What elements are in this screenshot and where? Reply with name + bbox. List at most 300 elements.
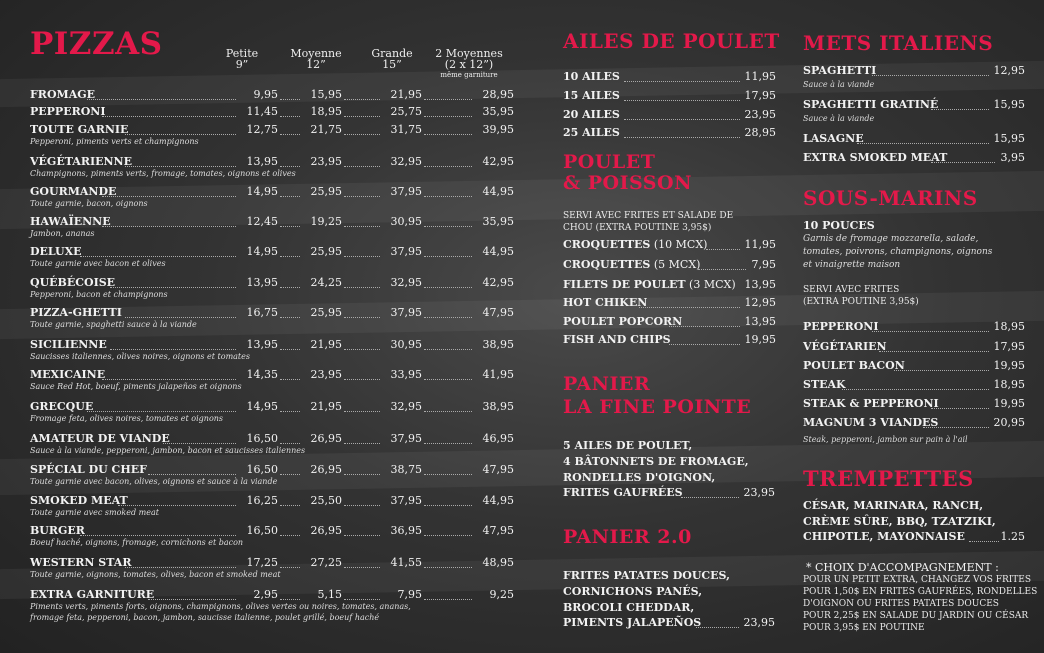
item-name: [563, 333, 671, 346]
pizza-price: 25,95: [310, 306, 342, 319]
item-price: 15,95: [993, 132, 1025, 145]
poulet-note-line2: CHOU (EXTRA POUTINE 3,95$): [563, 223, 712, 233]
dot-leader: [424, 474, 472, 475]
dot-leader: [125, 317, 236, 318]
dot-leader: [344, 166, 380, 167]
choix-line: POUR 2,25$ EN SALADE DU JARDIN OU CÉSAR: [803, 611, 1029, 621]
sm-row: [803, 378, 1025, 393]
item-price: 19,95: [993, 397, 1025, 410]
dot-leader: [125, 166, 236, 167]
pizza-desc: Toute garnie avec smoked meat: [30, 508, 159, 517]
pizza-name: SICILIENNE: [30, 338, 107, 351]
item-price: 19,95: [744, 333, 776, 346]
item-name: [563, 108, 620, 121]
dot-leader: [110, 287, 236, 288]
dot-leader: [639, 307, 740, 308]
poulet-title-line1: POULET: [563, 151, 656, 173]
choix-line: POUR UN PETIT EXTRA, CHANGEZ VOS FRITES: [803, 575, 1032, 585]
item-price: 17,95: [744, 89, 776, 102]
panier-title-line2: LA FINE POINTE: [563, 396, 752, 418]
pizza-name: TOUTE GARNIE: [30, 123, 129, 136]
dot-leader: [87, 99, 236, 100]
pizza-price: 14,95: [246, 245, 278, 258]
item-price: 23,95: [744, 108, 776, 121]
pizza-desc: Sauce Red Hot, boeuf, piments jalapeños et oignons: [30, 382, 242, 391]
panier2-title: PANIER 2.0: [563, 526, 692, 548]
pizza-price: 32,95: [390, 155, 422, 168]
dot-leader: [344, 379, 380, 380]
pizza-price: 16,50: [246, 524, 278, 537]
pizza-price: 12,45: [246, 215, 278, 228]
dot-leader: [424, 567, 472, 568]
sm-row: [803, 340, 1025, 355]
item-price: 7,95: [751, 258, 776, 271]
choix-title: * CHOIX D'ACCOMPAGNEMENT :: [806, 561, 999, 574]
item-name-text: CROQUETTES: [563, 238, 651, 251]
dot-leader: [931, 109, 989, 110]
dot-leader: [424, 379, 472, 380]
item-name-text: STEAK: [803, 378, 846, 391]
item-price: 20,95: [993, 416, 1025, 429]
pizza-price: 14,95: [246, 400, 278, 413]
pizza-desc: Saucisses italiennes, olives noires, oignons et tomates: [30, 352, 250, 361]
dot-leader: [344, 226, 380, 227]
pizza-price: 38,75: [390, 463, 422, 476]
dot-leader: [280, 379, 300, 380]
item-price: 3,95: [1000, 151, 1025, 164]
pizza-price: 12,75: [246, 123, 278, 136]
dot-leader: [280, 567, 300, 568]
size-header-moyenne: Moyenne 12”: [290, 47, 342, 71]
dot-leader: [424, 505, 472, 506]
pizza-desc: Fromage feta, olives noires, tomates et oignons: [30, 414, 224, 423]
pizza-price: 9,95: [253, 88, 278, 101]
panier-price: 23,95: [743, 486, 775, 499]
item-price: 28,95: [744, 126, 776, 139]
item-name-text: EXTRA SMOKED MEAT: [803, 151, 948, 164]
pizza-price: 41,55: [390, 556, 422, 569]
dot-leader: [923, 427, 989, 428]
dot-leader: [681, 497, 739, 498]
dot-leader: [125, 134, 236, 135]
item-name-text: MAGNUM 3 VIANDES: [803, 416, 939, 429]
pizza-desc: Boeuf haché, oignons, fromage, cornichons et bacon: [30, 538, 244, 547]
panier2-line: FRITES PATATES DOUCES,: [563, 569, 730, 582]
item-name-text: POULET BACON: [803, 359, 905, 372]
dot-leader: [696, 627, 739, 628]
item-price: 18,95: [993, 320, 1025, 333]
panier2-line: BROCOLI CHEDDAR,: [563, 601, 695, 614]
dot-leader: [280, 134, 300, 135]
dot-leader: [424, 134, 472, 135]
dot-leader: [857, 143, 989, 144]
item-price: 12,95: [744, 296, 776, 309]
pizza-price: 11,45: [246, 105, 278, 118]
pizza-price: 44,95: [482, 494, 514, 507]
dot-leader: [280, 317, 300, 318]
pizza-price: 25,95: [310, 245, 342, 258]
item-name: [563, 278, 736, 291]
pizza-price: 37,95: [390, 185, 422, 198]
mets-row: [803, 132, 1025, 147]
dot-leader: [110, 349, 236, 350]
pizza-name: HAWAÏENNE: [30, 215, 111, 228]
pizza-price: 42,95: [482, 155, 514, 168]
dot-leader: [344, 411, 380, 412]
size-header-petite: Petite 9”: [225, 47, 259, 71]
dot-leader: [344, 505, 380, 506]
dot-leader: [872, 75, 989, 76]
dot-leader: [80, 535, 236, 536]
pizza-price: 35,95: [482, 105, 514, 118]
sousmarins-note-line2: (EXTRA POUTINE 3,95$): [803, 297, 919, 307]
panier-line: 5 AILES DE POULET,: [563, 439, 693, 452]
mets-row: [803, 98, 1025, 113]
pizza-price: 38,95: [482, 400, 514, 413]
pizza-price: 23,95: [310, 368, 342, 381]
item-price: 13,95: [744, 315, 776, 328]
dot-leader: [344, 116, 380, 117]
sm-row: [803, 359, 1025, 374]
dot-leader: [424, 317, 472, 318]
dot-leader: [344, 196, 380, 197]
item-name: [803, 378, 846, 391]
dot-leader: [624, 119, 740, 120]
dot-leader: [148, 474, 236, 475]
dot-leader: [344, 443, 380, 444]
pizza-price: 37,95: [390, 432, 422, 445]
pizza-price: 30,95: [390, 338, 422, 351]
dot-leader: [424, 349, 472, 350]
pizza-name: VÉGÉTARIENNE: [30, 155, 132, 168]
pizza-price: 16,50: [246, 432, 278, 445]
pizza-price: 37,95: [390, 306, 422, 319]
dot-leader: [344, 134, 380, 135]
ailes-row: [563, 108, 776, 123]
pizza-desc: Champignons, piments verts, fromage, tomates, oignons et olives: [30, 169, 296, 178]
item-name: [803, 132, 864, 145]
pizza-price: 27,25: [310, 556, 342, 569]
dot-leader: [624, 100, 740, 101]
trempettes-line: CHIPOTLE, MAYONNAISE: [803, 530, 965, 543]
panier2-line: CORNICHONS PANÉS,: [563, 585, 703, 598]
dot-leader: [624, 137, 740, 138]
poulet-row: [563, 258, 776, 273]
dot-leader: [424, 411, 472, 412]
item-name: [563, 315, 682, 328]
pizza-price: 16,25: [246, 494, 278, 507]
pizza-row: [30, 105, 514, 121]
mets-desc: Sauce à la viande: [803, 114, 875, 123]
pizza-name: QUÉBÉCOISE: [30, 276, 116, 289]
item-name-text: POULET POPCORN: [563, 315, 683, 328]
pizza-name: DELUXE: [30, 245, 82, 258]
pizza-price: 16,75: [246, 306, 278, 319]
item-name: [803, 64, 876, 77]
pizza-desc: Toute garnie, bacon, oignons: [30, 199, 148, 208]
pizza-desc: Sauce à la viande, pepperoni, jambon, bacon et saucisses italiennes: [30, 446, 306, 455]
pizza-price: 30,95: [390, 215, 422, 228]
sm-row: [803, 397, 1025, 412]
dot-leader: [424, 99, 472, 100]
dot-leader: [280, 166, 300, 167]
item-name-text: STEAK & PEPPERONI: [803, 397, 939, 410]
pizza-name: SPÉCIAL DU CHEF: [30, 463, 147, 476]
mets-row: [803, 151, 1025, 166]
pizza-desc: Jambon, ananas: [30, 229, 95, 238]
pizza-price: 24,25: [310, 276, 342, 289]
item-name: [563, 296, 647, 309]
dot-leader: [706, 249, 740, 250]
item-price: 18,95: [993, 378, 1025, 391]
sousmarins-desc: Garnis de fromage mozzarella, salade,: [803, 234, 979, 244]
item-name: [803, 98, 938, 111]
poulet-title-line2: & POISSON: [563, 172, 692, 194]
dot-leader: [344, 349, 380, 350]
ailes-row: [563, 89, 776, 104]
pizza-price: 25,50: [310, 494, 342, 507]
dot-leader: [669, 344, 740, 345]
item-name-text: VÉGÉTARIEN: [803, 340, 887, 353]
dot-leader: [698, 269, 746, 270]
pizza-desc: Toute garnie avec bacon et olives: [30, 259, 166, 268]
pizza-price: 47,95: [482, 306, 514, 319]
pizza-price: 14,95: [246, 185, 278, 198]
choix-line: POUR 3,95$ EN POUTINE: [803, 623, 925, 633]
pizza-price: 13,95: [246, 338, 278, 351]
item-name: [563, 70, 620, 83]
item-name: [563, 126, 620, 139]
trempettes-price-row: [803, 530, 1025, 545]
mets-desc: Sauce à la viande: [803, 80, 875, 89]
pizza-name: FROMAGE: [30, 88, 96, 101]
item-name-text: 20 AILES: [563, 108, 620, 121]
dot-leader: [424, 196, 472, 197]
item-name-text: PEPPERONI: [803, 320, 879, 333]
item-name-text: HOT CHIKEN: [563, 296, 648, 309]
item-name: [803, 340, 887, 353]
ailes-title: AILES DE POULET: [563, 29, 780, 53]
sousmarins-note-line1: SERVI AVEC FRITES: [803, 285, 900, 295]
pizza-name: WESTERN STAR: [30, 556, 132, 569]
size-header-2-moyennes: 2 Moyennes (2 x 12”) même garniture: [435, 47, 503, 79]
dot-leader: [344, 317, 380, 318]
poulet-row: [563, 315, 776, 330]
pizza-name: SMOKED MEAT: [30, 494, 128, 507]
dot-leader: [280, 411, 300, 412]
dot-leader: [125, 567, 236, 568]
pizza-desc: Toute garnie, spaghetti sauce à la viande: [30, 320, 197, 329]
item-price: 11,95: [744, 238, 776, 251]
pizza-desc: Toute garnie, oignons, tomates, olives, bacon et smoked meat: [30, 570, 281, 579]
pizza-name: PEPPERONI: [30, 105, 106, 118]
item-price: 17,95: [993, 340, 1025, 353]
dot-leader: [424, 599, 472, 600]
dot-leader: [280, 196, 300, 197]
pizza-price: 21,95: [310, 400, 342, 413]
pizza-price: 17,25: [246, 556, 278, 569]
pizza-price: 21,75: [310, 123, 342, 136]
dot-leader: [280, 474, 300, 475]
pizza-price: 9,25: [489, 588, 514, 601]
pizzas-title: PIZZAS: [30, 26, 163, 62]
dot-leader: [280, 99, 300, 100]
item-name-text: FISH AND CHIPS: [563, 333, 671, 346]
pizza-desc: Piments verts, piments forts, oignons, champignons, olives vertes ou noires, tomates, ananas,: [30, 602, 411, 611]
mets-row: [803, 64, 1025, 79]
dot-leader: [80, 256, 236, 257]
poulet-row: [563, 333, 776, 348]
pizza-price: 41,95: [482, 368, 514, 381]
pizza-name: PIZZA-GHETTI: [30, 306, 122, 319]
dot-leader: [148, 599, 236, 600]
pizza-price: 25,75: [390, 105, 422, 118]
panier-line: 4 BÂTONNETS DE FROMAGE,: [563, 455, 749, 468]
pizza-name: MEXICAINE: [30, 368, 106, 381]
pizza-price: 25,95: [310, 185, 342, 198]
pizza-price: 35,95: [482, 215, 514, 228]
pizza-price: 37,95: [390, 245, 422, 258]
dot-leader: [344, 567, 380, 568]
pizza-name: AMATEUR DE VIANDE: [30, 432, 170, 445]
pizza-name: GOURMANDE: [30, 185, 117, 198]
pizza-desc: Toute garnie avec bacon, olives, oignons et sauce à la viande: [30, 477, 278, 486]
item-name-text: CROQUETTES: [563, 258, 651, 271]
item-extra: (3 MCX): [685, 278, 736, 291]
pizza-price: 23,95: [310, 155, 342, 168]
poulet-row: [563, 296, 776, 311]
item-name-text: SPAGHETTI: [803, 64, 877, 77]
pizza-desc: fromage feta, pepperoni, bacon, jambon, saucisse italienne, poulet grillé, boeuf haché: [30, 613, 380, 622]
pizza-price: 19,25: [310, 215, 342, 228]
dot-leader: [280, 287, 300, 288]
size-header-grande: Grande 15”: [371, 47, 413, 71]
panier2-price-row: [563, 616, 775, 631]
choix-line: D'OIGNON OU FRITES PATATES DOUCES: [803, 599, 999, 609]
pizza-price: 21,95: [390, 88, 422, 101]
item-name: [803, 320, 879, 333]
pizza-price: 37,95: [390, 494, 422, 507]
dot-leader: [669, 326, 740, 327]
item-name: [803, 397, 939, 410]
panier-title-line1: PANIER: [563, 373, 651, 395]
item-name: [803, 151, 947, 164]
pizza-name: BURGER: [30, 524, 85, 537]
item-name-text: 15 AILES: [563, 89, 620, 102]
item-name: [803, 359, 905, 372]
dot-leader: [344, 287, 380, 288]
sm-row: [803, 416, 1025, 431]
pizza-price: 44,95: [482, 185, 514, 198]
panier-line: RONDELLES D'OIGNON,: [563, 471, 716, 484]
pizza-price: 31,75: [390, 123, 422, 136]
sousmarins-subtitle: 10 POUCES: [803, 219, 875, 232]
panier2-line: PIMENTS JALAPEÑOS: [563, 616, 702, 629]
dot-leader: [280, 443, 300, 444]
dot-leader: [280, 116, 300, 117]
dot-leader: [969, 541, 999, 542]
dot-leader: [424, 166, 472, 167]
dot-leader: [280, 349, 300, 350]
dot-leader: [931, 408, 989, 409]
pizza-price: 38,95: [482, 338, 514, 351]
choix-line: POUR 1,50$ EN FRITES GAUFRÉES, RONDELLES: [803, 587, 1038, 597]
dot-leader: [344, 535, 380, 536]
poulet-row: [563, 238, 776, 253]
pizza-price: 5,15: [317, 588, 342, 601]
pizza-price: 16,50: [246, 463, 278, 476]
item-price: 11,95: [744, 70, 776, 83]
dot-leader: [280, 599, 300, 600]
pizza-price: 47,95: [482, 524, 514, 537]
pizza-price: 18,95: [310, 105, 342, 118]
dot-leader: [280, 256, 300, 257]
pizza-price: 7,95: [397, 588, 422, 601]
sm-row: [803, 320, 1025, 335]
dot-leader: [879, 351, 989, 352]
sousmarins-desc: et vinaigrette maison: [803, 260, 901, 270]
item-extra: (10 MCX): [650, 238, 708, 251]
pizza-price: 2,95: [253, 588, 278, 601]
pizza-price: 13,95: [246, 276, 278, 289]
pizza-price: 36,95: [390, 524, 422, 537]
dot-leader: [931, 162, 996, 163]
pizza-price: 47,95: [482, 463, 514, 476]
item-name: [563, 89, 620, 102]
dot-leader: [280, 535, 300, 536]
dot-leader: [842, 389, 989, 390]
item-price: 13,95: [744, 278, 776, 291]
item-price: 12,95: [993, 64, 1025, 77]
pizza-price: 15,95: [310, 88, 342, 101]
pizza-price: 21,95: [310, 338, 342, 351]
pizza-price: 44,95: [482, 245, 514, 258]
dot-leader: [344, 599, 380, 600]
dot-leader: [624, 81, 740, 82]
pizza-price: 32,95: [390, 276, 422, 289]
dot-leader: [102, 116, 236, 117]
dot-leader: [280, 226, 300, 227]
dot-leader: [424, 443, 472, 444]
trempettes-title: TREMPETTES: [803, 466, 974, 491]
item-price: 19,95: [993, 359, 1025, 372]
dot-leader: [344, 99, 380, 100]
pizza-price: 26,95: [310, 524, 342, 537]
sousmarins-title: SOUS-MARINS: [803, 186, 978, 210]
pizza-price: 42,95: [482, 276, 514, 289]
item-name: [563, 258, 700, 271]
dot-leader: [280, 505, 300, 506]
pizza-name: GRECQUE: [30, 400, 94, 413]
panier-price-row: [563, 486, 775, 501]
item-name: [563, 238, 707, 251]
trempettes-line: CRÈME SÛRE, BBQ, TZATZIKI,: [803, 515, 996, 528]
magnum-desc: Steak, pepperoni, jambon sur pain à l'ail: [803, 435, 968, 444]
dot-leader: [102, 379, 236, 380]
pizza-price: 32,95: [390, 400, 422, 413]
pizza-row: [30, 88, 514, 104]
dot-leader: [424, 226, 472, 227]
mets-title: METS ITALIENS: [803, 31, 994, 55]
ailes-row: [563, 126, 776, 141]
dot-leader: [424, 256, 472, 257]
dot-leader: [894, 370, 989, 371]
dot-leader: [118, 505, 236, 506]
item-price: 15,95: [993, 98, 1025, 111]
pizza-price: 46,95: [482, 432, 514, 445]
trempettes-price: 1.25: [1000, 530, 1025, 543]
dot-leader: [344, 474, 380, 475]
